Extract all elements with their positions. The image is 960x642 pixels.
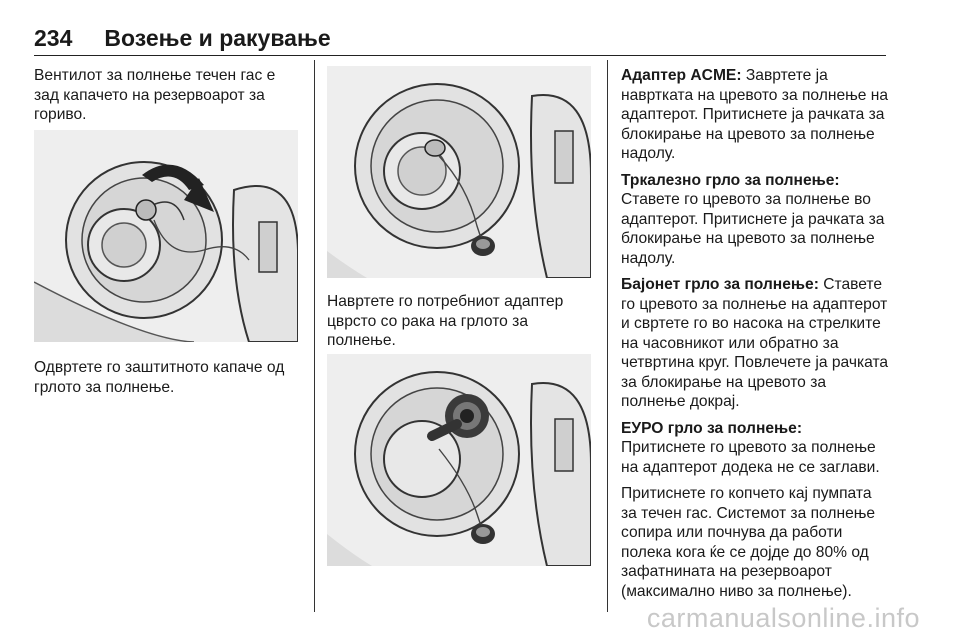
column-1 xyxy=(34,66,300,132)
illustration-remove-cap xyxy=(34,130,298,342)
chapter-title: Возење и ракување xyxy=(104,25,331,51)
text-bayonet: Ставете го цревото за полнење на адаптерот и свртете го во насока на стрелките на часовникот или обратно за четвртина круг. Повлечете ја рачката за блокирање на цревото за полнење докрај. xyxy=(621,276,889,410)
figure-attach-hose xyxy=(327,354,591,566)
lead-acme: Адаптер ACME: xyxy=(621,67,742,84)
paragraph-bayonet xyxy=(621,275,889,412)
paragraph-round xyxy=(621,171,889,269)
lead-round: Тркалезно грло за полнење: xyxy=(621,171,840,189)
caption-remove-cap: Одвртете го заштитното капаче од грлото за полнење. xyxy=(34,359,285,396)
intro-paragraph: Вентилот за полнење течен гас е зад капачето на резервоарот за гориво. xyxy=(34,67,276,123)
text-euro: Притиснете го цревото за полнење на адаптерот додека не се заглави. xyxy=(621,439,880,476)
figure-remove-cap xyxy=(34,130,298,342)
column-divider xyxy=(314,60,315,612)
caption-block-1 xyxy=(34,358,300,404)
paragraph-euro xyxy=(621,419,889,478)
illustration-attach-hose xyxy=(327,354,591,566)
lead-euro: ЕУРО грло за полнење: xyxy=(621,419,803,437)
page-number: 234 xyxy=(34,25,73,51)
paragraph-pump: Притиснете го копчето кај пумпата за течен гас. Системот за полнење сопира или почнува да работи полека кога ќе се дојде до 80% од зафатнината на резервоарот (максимално ниво за полнење). xyxy=(621,485,876,600)
caption-block-2 xyxy=(327,292,595,358)
watermark: carmanualsonline.info xyxy=(646,603,920,633)
text-round: Ставете го цревото за полнење во адаптерот. Притиснете ја рачката за блокирање на цревото за полнење надолу. xyxy=(621,191,885,267)
text-acme: Завртете ја навртката на цревото за полнење на адаптерот. Притиснете ја рачката за блокирање на цревото за полнење надолу. xyxy=(621,67,889,162)
paragraph-acme xyxy=(621,66,889,164)
illustration-screw-adapter xyxy=(327,66,591,278)
column-divider xyxy=(607,60,608,612)
page-header xyxy=(34,22,886,56)
figure-screw-adapter xyxy=(327,66,591,278)
lead-bayonet: Бајонет грло за полнење: xyxy=(621,276,819,293)
caption-screw-adapter: Навртете го потребниот адаптер цврсто со рака на грлото за полнење. xyxy=(327,293,564,349)
column-3 xyxy=(621,66,889,608)
